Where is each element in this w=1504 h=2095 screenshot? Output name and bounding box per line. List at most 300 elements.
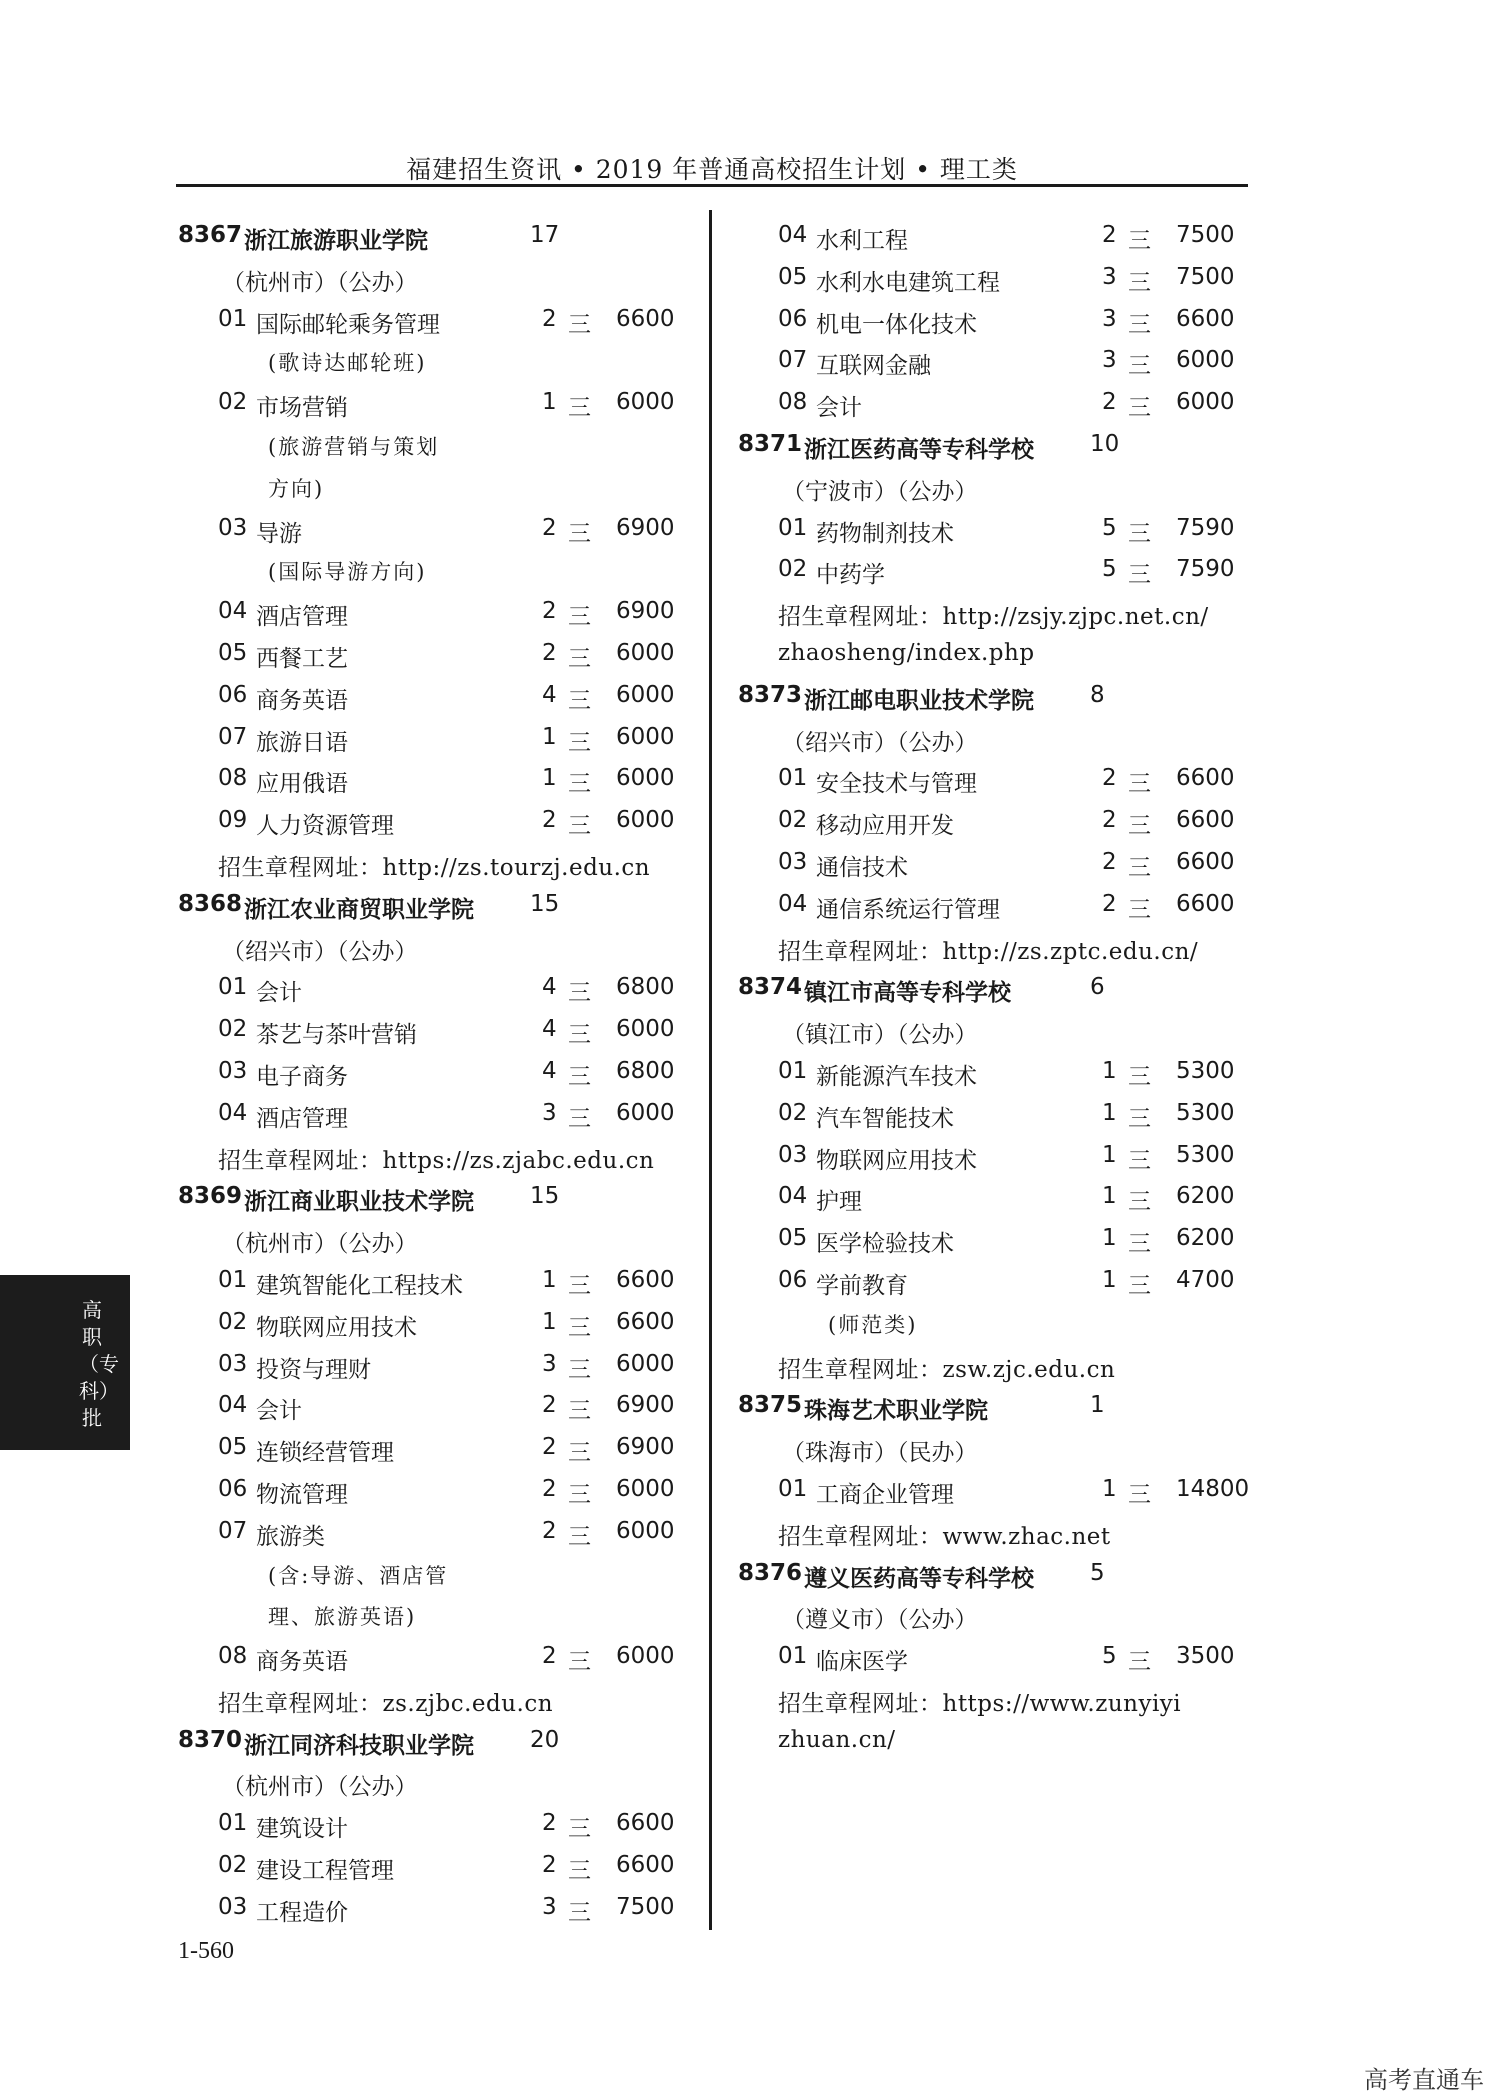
major-code: 07 — [218, 1517, 248, 1544]
school-total-plan: 6 — [1090, 974, 1105, 1001]
school-location-row — [176, 1219, 696, 1261]
school-row — [176, 1721, 696, 1763]
major-code: 03 — [778, 1141, 808, 1168]
major-code: 04 — [218, 598, 248, 625]
major-tuition: 6800 — [616, 974, 675, 1001]
major-years: 三 — [1128, 771, 1151, 798]
major-name: 建筑设计 — [256, 1816, 348, 1843]
school-row — [176, 885, 696, 927]
major-code: 02 — [218, 1852, 248, 1879]
major-code: 03 — [218, 1350, 248, 1377]
side-tab — [0, 1275, 130, 1450]
major-plan-count: 2 — [1102, 765, 1117, 792]
major-row — [736, 258, 1256, 300]
major-code: 02 — [778, 807, 808, 834]
school-row — [736, 968, 1256, 1010]
admission-url: 招生章程网址：zs.zjbc.edu.cn — [218, 1690, 554, 1717]
major-tuition: 6000 — [616, 681, 675, 708]
major-years: 三 — [568, 1440, 591, 1467]
major-tuition: 6900 — [616, 1434, 675, 1461]
admission-url: 招生章程网址：https://zs.zjabc.edu.cn — [218, 1147, 655, 1174]
major-years: 三 — [568, 645, 591, 672]
major-note: (旅游营销与策划 — [268, 434, 440, 459]
major-code: 03 — [778, 848, 808, 875]
major-name: 工商企业管理 — [816, 1481, 954, 1508]
school-total-plan: 15 — [530, 1183, 560, 1210]
major-note: (歌诗达邮轮班) — [268, 351, 427, 376]
major-plan-count: 3 — [542, 1893, 557, 1920]
major-name: 西餐工艺 — [256, 645, 348, 672]
school-row — [176, 1177, 696, 1219]
major-tuition: 7590 — [1176, 514, 1235, 541]
major-code: 01 — [218, 1266, 248, 1293]
major-years: 三 — [568, 980, 591, 1007]
school-location-row — [736, 718, 1256, 760]
major-name: 汽车智能技术 — [816, 1105, 954, 1132]
major-plan-count: 2 — [542, 598, 557, 625]
major-note-row — [176, 1554, 696, 1596]
major-tuition: 7500 — [1176, 263, 1235, 290]
major-name: 人力资源管理 — [256, 813, 394, 840]
major-code: 05 — [778, 263, 808, 290]
major-code: 09 — [218, 807, 248, 834]
admission-url-row — [736, 1721, 1256, 1763]
major-plan-count: 1 — [542, 389, 557, 416]
major-tuition: 6600 — [616, 1852, 675, 1879]
major-plan-count: 2 — [542, 1810, 557, 1837]
major-note-row — [176, 425, 696, 467]
major-years: 三 — [568, 687, 591, 714]
major-name: 电子商务 — [256, 1063, 348, 1090]
major-name: 建设工程管理 — [256, 1858, 394, 1885]
school-location: （杭州市）（公办） — [222, 1774, 418, 1801]
major-row — [176, 1386, 696, 1428]
school-location: （宁波市）（公办） — [782, 478, 978, 505]
major-tuition: 6800 — [616, 1057, 675, 1084]
admission-url-row — [736, 927, 1256, 969]
major-name: 旅游日语 — [256, 729, 348, 756]
major-code: 02 — [218, 389, 248, 416]
school-row — [736, 676, 1256, 718]
major-tuition: 6600 — [616, 1266, 675, 1293]
major-row — [736, 1261, 1256, 1303]
major-name: 水利水电建筑工程 — [816, 269, 1000, 296]
school-row — [736, 1554, 1256, 1596]
school-code: 8371 — [738, 430, 803, 457]
major-plan-count: 5 — [1102, 556, 1117, 583]
major-tuition: 6600 — [1176, 807, 1235, 834]
admission-url: 招生章程网址：zsw.zjc.edu.cn — [778, 1356, 1116, 1383]
school-name: 浙江农业商贸职业学院 — [244, 896, 474, 923]
major-tuition: 3500 — [1176, 1643, 1235, 1670]
major-tuition: 6900 — [616, 1392, 675, 1419]
school-location-row — [176, 927, 696, 969]
major-code: 02 — [218, 1308, 248, 1335]
major-row — [176, 1261, 696, 1303]
major-tuition: 6900 — [616, 598, 675, 625]
major-plan-count: 1 — [542, 1266, 557, 1293]
left-column — [176, 216, 696, 1930]
major-code: 01 — [218, 974, 248, 1001]
major-row — [176, 759, 696, 801]
school-name: 遵义医药高等专科学校 — [804, 1565, 1034, 1592]
major-row — [176, 1345, 696, 1387]
major-row — [176, 968, 696, 1010]
major-years: 三 — [1128, 1649, 1151, 1676]
major-years: 三 — [568, 1523, 591, 1550]
school-name: 珠海艺术职业学院 — [804, 1398, 988, 1425]
major-plan-count: 1 — [1102, 1141, 1117, 1168]
major-note-row — [176, 467, 696, 509]
major-code: 08 — [778, 389, 808, 416]
major-plan-count: 1 — [1102, 1266, 1117, 1293]
major-name: 互联网金融 — [816, 353, 931, 380]
major-name: 酒店管理 — [256, 1105, 348, 1132]
major-name: 中药学 — [816, 562, 885, 589]
major-plan-count: 1 — [542, 1308, 557, 1335]
major-code: 07 — [778, 347, 808, 374]
major-years: 三 — [568, 1858, 591, 1885]
major-code: 01 — [778, 1057, 808, 1084]
major-name: 商务英语 — [256, 687, 348, 714]
major-code: 01 — [778, 1475, 808, 1502]
major-row — [736, 300, 1256, 342]
major-name: 酒店管理 — [256, 604, 348, 631]
major-tuition: 6000 — [616, 1475, 675, 1502]
school-code: 8374 — [738, 974, 803, 1001]
major-years: 三 — [568, 813, 591, 840]
admission-url-row — [176, 1679, 696, 1721]
major-code: 05 — [218, 1434, 248, 1461]
school-location: （杭州市）（公办） — [222, 269, 418, 296]
major-years: 三 — [1128, 228, 1151, 254]
major-row — [736, 801, 1256, 843]
school-location: （遵义市）（公办） — [782, 1607, 978, 1634]
major-plan-count: 2 — [1102, 807, 1117, 834]
major-code: 04 — [778, 1183, 808, 1210]
major-code: 03 — [218, 1057, 248, 1084]
school-location-row — [736, 1595, 1256, 1637]
major-years: 三 — [1128, 1272, 1151, 1299]
major-years: 三 — [1128, 1147, 1151, 1174]
major-code: 04 — [778, 890, 808, 917]
admission-url-row — [736, 592, 1256, 634]
major-plan-count: 1 — [1102, 1099, 1117, 1126]
major-name: 连锁经营管理 — [256, 1440, 394, 1467]
major-years: 三 — [1128, 1105, 1151, 1132]
major-tuition: 6600 — [1176, 765, 1235, 792]
major-plan-count: 1 — [1102, 1183, 1117, 1210]
school-total-plan: 8 — [1090, 681, 1105, 708]
major-note: (含:导游、酒店管 — [268, 1563, 449, 1588]
major-years: 三 — [568, 395, 591, 422]
major-tuition: 6000 — [616, 765, 675, 792]
major-name: 建筑智能化工程技术 — [256, 1272, 463, 1299]
admission-url: 招生章程网址：http://zs.tourzj.edu.cn — [218, 854, 651, 881]
major-plan-count: 2 — [542, 1392, 557, 1419]
major-years: 三 — [568, 771, 591, 798]
major-row — [736, 509, 1256, 551]
major-years: 三 — [568, 1272, 591, 1299]
school-total-plan: 10 — [1090, 430, 1120, 457]
major-name: 学前教育 — [816, 1272, 908, 1299]
major-row — [176, 1846, 696, 1888]
side-tab-label: 高职（专科）批 — [79, 1298, 119, 1430]
major-name: 物流管理 — [256, 1481, 348, 1508]
major-years: 三 — [568, 1899, 591, 1926]
major-code: 03 — [218, 514, 248, 541]
school-code: 8376 — [738, 1559, 803, 1586]
major-row — [736, 1136, 1256, 1178]
major-years: 三 — [568, 1063, 591, 1090]
header-rule — [176, 184, 1248, 187]
major-tuition: 7500 — [1176, 222, 1235, 248]
major-plan-count: 5 — [1102, 1643, 1117, 1670]
major-years: 三 — [1128, 269, 1151, 296]
page-header-title: 福建招生资讯 • 2019 年普通高校招生计划 • 理工类 — [406, 155, 1018, 184]
major-code: 08 — [218, 1643, 248, 1670]
school-location: （杭州市）（公办） — [222, 1231, 418, 1258]
major-name: 市场营销 — [256, 395, 348, 422]
admission-url: 招生章程网址：http://zs.zptc.edu.cn/ — [778, 938, 1199, 965]
major-years: 三 — [568, 1314, 591, 1341]
major-tuition: 6000 — [616, 807, 675, 834]
major-name: 安全技术与管理 — [816, 771, 977, 798]
school-total-plan: 15 — [530, 890, 560, 917]
major-code: 06 — [778, 1266, 808, 1293]
major-code: 06 — [218, 681, 248, 708]
major-row — [176, 300, 696, 342]
major-years: 三 — [568, 1398, 591, 1425]
major-tuition: 6900 — [616, 514, 675, 541]
major-code: 01 — [218, 1810, 248, 1837]
major-tuition: 6600 — [1176, 890, 1235, 917]
major-plan-count: 3 — [1102, 347, 1117, 374]
major-plan-count: 2 — [542, 1852, 557, 1879]
major-tuition: 6000 — [616, 389, 675, 416]
major-years: 三 — [1128, 1063, 1151, 1090]
school-location-row — [176, 258, 696, 300]
major-tuition: 7500 — [616, 1893, 675, 1920]
major-row — [736, 759, 1256, 801]
column-divider — [709, 210, 712, 1930]
major-name: 水利工程 — [816, 228, 908, 254]
major-years: 三 — [568, 311, 591, 338]
major-name: 临床医学 — [816, 1649, 908, 1676]
major-tuition: 6200 — [1176, 1225, 1235, 1252]
major-row — [176, 718, 696, 760]
major-code: 04 — [218, 1392, 248, 1419]
major-plan-count: 4 — [542, 681, 557, 708]
major-row — [176, 1512, 696, 1554]
major-name: 药物制剂技术 — [816, 520, 954, 547]
major-plan-count: 3 — [542, 1099, 557, 1126]
major-row — [736, 341, 1256, 383]
major-note-row — [176, 550, 696, 592]
major-name: 会计 — [816, 395, 862, 422]
admission-url-row — [736, 634, 1256, 676]
major-note-row — [736, 1303, 1256, 1345]
major-row — [176, 1804, 696, 1846]
major-tuition: 6000 — [616, 723, 675, 750]
major-years: 三 — [1128, 854, 1151, 881]
major-row — [176, 1888, 696, 1930]
major-row — [176, 1303, 696, 1345]
major-plan-count: 2 — [542, 514, 557, 541]
school-location-row — [736, 467, 1256, 509]
major-years: 三 — [568, 604, 591, 631]
school-location: （珠海市）（民办） — [782, 1440, 978, 1467]
major-code: 06 — [778, 305, 808, 332]
major-note-row — [176, 341, 696, 383]
major-row — [736, 1177, 1256, 1219]
major-plan-count: 2 — [1102, 389, 1117, 416]
school-location: （绍兴市）（公办） — [782, 729, 978, 756]
school-location: （绍兴市）（公办） — [222, 938, 418, 965]
major-plan-count: 2 — [542, 305, 557, 332]
major-code: 02 — [778, 556, 808, 583]
major-row — [736, 383, 1256, 425]
major-name: 物联网应用技术 — [256, 1314, 417, 1341]
major-note: 方向) — [268, 476, 325, 501]
major-code: 04 — [778, 222, 808, 248]
major-row — [736, 1094, 1256, 1136]
major-plan-count: 2 — [1102, 848, 1117, 875]
major-plan-count: 3 — [542, 1350, 557, 1377]
major-name: 护理 — [816, 1189, 862, 1216]
major-years: 三 — [568, 1649, 591, 1676]
school-code: 8367 — [178, 222, 243, 248]
school-name: 镇江市高等专科学校 — [804, 980, 1011, 1007]
major-years: 三 — [568, 1356, 591, 1383]
major-plan-count: 3 — [1102, 305, 1117, 332]
major-note: 理、旅游英语) — [268, 1605, 417, 1630]
school-total-plan: 17 — [530, 222, 560, 248]
school-total-plan: 1 — [1090, 1392, 1105, 1419]
major-years: 三 — [1128, 896, 1151, 923]
school-name: 浙江旅游职业学院 — [244, 228, 428, 254]
major-code: 03 — [218, 1893, 248, 1920]
major-row — [736, 1470, 1256, 1512]
major-row — [176, 1052, 696, 1094]
major-name: 商务英语 — [256, 1649, 348, 1676]
major-plan-count: 4 — [542, 1057, 557, 1084]
major-tuition: 6000 — [616, 1350, 675, 1377]
major-name: 国际邮轮乘务管理 — [256, 311, 440, 338]
major-plan-count: 2 — [1102, 890, 1117, 917]
school-name: 浙江商业职业技术学院 — [244, 1189, 474, 1216]
major-code: 05 — [778, 1225, 808, 1252]
school-code: 8368 — [178, 890, 243, 917]
major-note-row — [176, 1595, 696, 1637]
major-name: 旅游类 — [256, 1523, 325, 1550]
major-name: 物联网应用技术 — [816, 1147, 977, 1174]
major-tuition: 6000 — [616, 639, 675, 666]
school-row — [176, 216, 696, 258]
major-row — [736, 1052, 1256, 1094]
major-years: 三 — [1128, 1231, 1151, 1258]
major-tuition: 6000 — [616, 1016, 675, 1043]
major-name: 投资与理财 — [256, 1356, 371, 1383]
admission-url: 招生章程网址：http://zsjy.zjpc.net.cn/ — [778, 604, 1209, 631]
major-row — [176, 801, 696, 843]
admission-url-row — [736, 1679, 1256, 1721]
major-plan-count: 2 — [542, 1434, 557, 1461]
major-name: 医学检验技术 — [816, 1231, 954, 1258]
page-number: 1-560 — [178, 1938, 234, 1964]
admission-url: zhuan.cn/ — [778, 1726, 896, 1753]
major-plan-count: 3 — [1102, 263, 1117, 290]
major-name: 应用俄语 — [256, 771, 348, 798]
major-code: 04 — [218, 1099, 248, 1126]
right-column — [736, 216, 1256, 1762]
admission-url-row — [736, 1345, 1256, 1387]
major-row — [176, 1428, 696, 1470]
major-tuition: 14800 — [1176, 1475, 1250, 1502]
major-years: 三 — [1128, 813, 1151, 840]
major-row — [736, 550, 1256, 592]
major-tuition: 6600 — [616, 305, 675, 332]
major-years: 三 — [568, 520, 591, 547]
major-name: 机电一体化技术 — [816, 311, 977, 338]
major-years: 三 — [1128, 395, 1151, 422]
major-code: 08 — [218, 765, 248, 792]
major-years: 三 — [568, 1816, 591, 1843]
major-row — [176, 1010, 696, 1052]
major-tuition: 5300 — [1176, 1057, 1235, 1084]
major-plan-count: 2 — [1102, 222, 1117, 248]
major-name: 会计 — [256, 1398, 302, 1425]
major-tuition: 6000 — [616, 1643, 675, 1670]
school-name: 浙江医药高等专科学校 — [804, 436, 1034, 463]
school-code: 8375 — [738, 1392, 803, 1419]
major-note: (师范类) — [828, 1312, 918, 1337]
major-row — [176, 383, 696, 425]
major-code: 02 — [218, 1016, 248, 1043]
major-row — [176, 592, 696, 634]
school-total-plan: 5 — [1090, 1559, 1105, 1586]
admission-url-row — [176, 843, 696, 885]
major-code: 01 — [778, 514, 808, 541]
major-tuition: 6600 — [1176, 305, 1235, 332]
major-tuition: 6200 — [1176, 1183, 1235, 1210]
watermark: 高考直通车 — [1364, 2066, 1484, 2094]
major-years: 三 — [1128, 1481, 1151, 1508]
major-code: 07 — [218, 723, 248, 750]
major-row — [176, 676, 696, 718]
major-name: 移动应用开发 — [816, 813, 954, 840]
major-name: 茶艺与茶叶营销 — [256, 1022, 417, 1049]
school-row — [736, 425, 1256, 467]
major-row — [176, 634, 696, 676]
major-plan-count: 2 — [542, 1643, 557, 1670]
major-row — [176, 1637, 696, 1679]
major-row — [176, 1470, 696, 1512]
major-tuition: 6000 — [616, 1517, 675, 1544]
major-years: 三 — [1128, 520, 1151, 547]
school-row — [736, 1386, 1256, 1428]
major-years: 三 — [1128, 1189, 1151, 1216]
major-plan-count: 4 — [542, 1016, 557, 1043]
major-years: 三 — [568, 1481, 591, 1508]
major-name: 新能源汽车技术 — [816, 1063, 977, 1090]
major-name: 工程造价 — [256, 1899, 348, 1926]
school-code: 8373 — [738, 681, 803, 708]
major-tuition: 6000 — [1176, 347, 1235, 374]
major-name: 通信系统运行管理 — [816, 896, 1000, 923]
major-note: (国际导游方向) — [268, 560, 427, 585]
major-plan-count: 1 — [542, 723, 557, 750]
